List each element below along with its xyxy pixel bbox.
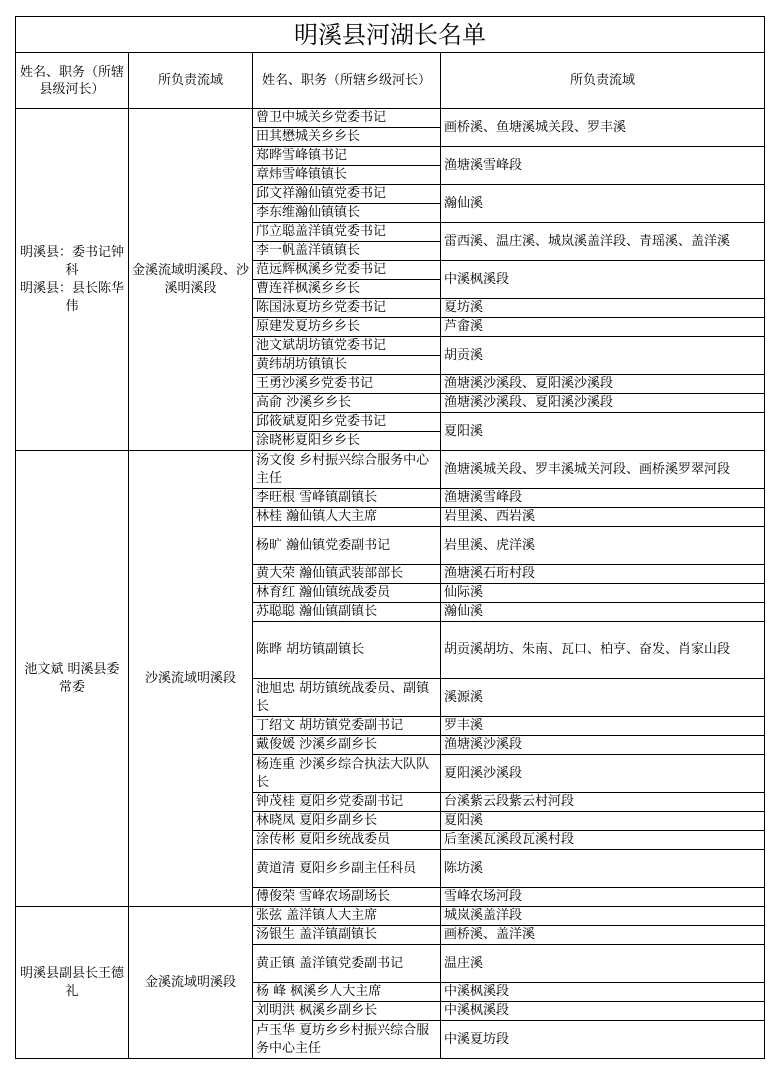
county-basin-cell: 金溪流域明溪段: [129, 907, 253, 1059]
township-basin-cell: 胡贡溪胡坊、朱南、瓦口、柏亨、奋发、肖家山段: [441, 622, 765, 679]
township-chief-cell: 戴俊媛 沙溪乡副乡长: [253, 736, 441, 755]
township-chief-cell: 张弦 盖洋镇人大主席: [253, 907, 441, 926]
township-chief-cell: 邱筱斌夏阳乡党委书记: [253, 413, 441, 432]
township-chief-cell: 李旺根 雪峰镇副镇长: [253, 489, 441, 508]
township-chief-cell: 李东维瀚仙镇镇长: [253, 204, 441, 223]
township-basin-cell: 渔塘溪雪峰段: [441, 489, 765, 508]
header-township-chief: 姓名、职务（所辖乡级河长）: [253, 53, 441, 109]
township-basin-cell: 雷西溪、温庄溪、城岚溪盖洋段、青瑶溪、盖洋溪: [441, 223, 765, 261]
township-basin-cell: 中溪夏坊段: [441, 1021, 765, 1059]
township-basin-cell: 渔塘溪城关段、罗丰溪城关河段、画桥溪罗翠河段: [441, 451, 765, 489]
township-basin-cell: 夏阳溪沙溪段: [441, 755, 765, 793]
township-chief-cell: 郑晔雪峰镇书记: [253, 147, 441, 166]
header-county-basin: 所负责流域: [129, 53, 253, 109]
township-basin-cell: 瀚仙溪: [441, 185, 765, 223]
county-basin-cell: 金溪流域明溪段、沙溪明溪段: [129, 109, 253, 451]
township-basin-cell: 后奎溪瓦溪段瓦溪村段: [441, 831, 765, 850]
township-basin-cell: 中溪枫溪段: [441, 261, 765, 299]
township-chief-cell: 李一帆盖洋镇镇长: [253, 242, 441, 261]
township-chief-cell: 黄道清 夏阳乡乡副主任科员: [253, 850, 441, 888]
header-township-basin: 所负责流域: [441, 53, 765, 109]
table-row: [16, 109, 765, 128]
township-chief-cell: 王勇沙溪乡党委书记: [253, 375, 441, 394]
township-chief-cell: 钟茂桂 夏阳乡党委副书记: [253, 793, 441, 812]
township-chief-cell: 原建发夏坊乡乡长: [253, 318, 441, 337]
township-basin-cell: 仙际溪: [441, 584, 765, 603]
township-chief-cell: 池文斌胡坊镇党委书记: [253, 337, 441, 356]
township-basin-cell: 渔塘溪沙溪段、夏阳溪沙溪段: [441, 375, 765, 394]
river-chief-table: [15, 16, 765, 1059]
header-county-chief: 姓名、职务（所辖县级河长）: [16, 53, 129, 109]
township-chief-cell: 池旭忠 胡坊镇统战委员、副镇长: [253, 679, 441, 717]
township-chief-cell: 黄纬胡坊镇镇长: [253, 356, 441, 375]
township-chief-cell: 章炜雪峰镇镇长: [253, 166, 441, 185]
township-chief-cell: 田其懋城关乡乡长: [253, 128, 441, 147]
county-chief-cell: 池文斌 明溪县委常委: [16, 451, 129, 907]
township-chief-cell: 苏聪聪 瀚仙镇副镇长: [253, 603, 441, 622]
township-chief-cell: 范远辉枫溪乡党委书记: [253, 261, 441, 280]
county-basin-cell: 沙溪流域明溪段: [129, 451, 253, 907]
township-basin-cell: 岩里溪、西岩溪: [441, 508, 765, 527]
township-basin-cell: 雪峰农场河段: [441, 888, 765, 907]
township-basin-cell: 渔塘溪雪峰段: [441, 147, 765, 185]
table-row: [16, 451, 765, 489]
river-chief-list-document: [15, 16, 764, 1059]
township-chief-cell: 涂传彬 夏阳乡统战委员: [253, 831, 441, 850]
township-basin-cell: 画桥溪、鱼塘溪城关段、罗丰溪: [441, 109, 765, 147]
township-chief-cell: 丁绍文 胡坊镇党委副书记: [253, 717, 441, 736]
township-chief-cell: 高俞 沙溪乡乡长: [253, 394, 441, 413]
township-basin-cell: 渔塘溪石珩村段: [441, 565, 765, 584]
township-chief-cell: 林晓凤 夏阳乡副乡长: [253, 812, 441, 831]
township-chief-cell: 曾卫中城关乡党委书记: [253, 109, 441, 128]
township-chief-cell: 汤银生 盖洋镇副镇长: [253, 926, 441, 945]
township-basin-cell: 夏阳溪: [441, 413, 765, 451]
township-basin-cell: 胡贡溪: [441, 337, 765, 375]
county-chief-cell: 明溪县副县长王德礼: [16, 907, 129, 1059]
township-chief-cell: 卢玉华 夏坊乡乡村振兴综合服务中心主任: [253, 1021, 441, 1059]
township-chief-cell: 杨连重 沙溪乡综合执法大队队长: [253, 755, 441, 793]
township-basin-cell: 夏阳溪: [441, 812, 765, 831]
township-basin-cell: 中溪枫溪段: [441, 983, 765, 1002]
county-chief-cell: 明溪县：委书记钟科 明溪县：县长陈华伟: [16, 109, 129, 451]
township-chief-cell: 陈国泳夏坊乡党委书记: [253, 299, 441, 318]
township-basin-cell: 芦畲溪: [441, 318, 765, 337]
township-chief-cell: 邱文祥瀚仙镇党委书记: [253, 185, 441, 204]
township-basin-cell: 渔塘溪沙溪段: [441, 736, 765, 755]
township-basin-cell: 瀚仙溪: [441, 603, 765, 622]
township-basin-cell: 画桥溪、盖洋溪: [441, 926, 765, 945]
township-chief-cell: 傅俊荣 雪峰农场副场长: [253, 888, 441, 907]
township-chief-cell: 邝立聪盖洋镇党委书记: [253, 223, 441, 242]
township-basin-cell: 渔塘溪沙溪段、夏阳溪沙溪段: [441, 394, 765, 413]
township-chief-cell: 杨 峰 枫溪乡人大主席: [253, 983, 441, 1002]
document-title: 明溪县河湖长名单: [16, 17, 765, 53]
township-basin-cell: 陈坊溪: [441, 850, 765, 888]
township-basin-cell: 中溪枫溪段: [441, 1002, 765, 1021]
table-row: [16, 907, 765, 926]
township-chief-cell: 涂晓彬夏阳乡乡长: [253, 432, 441, 451]
township-chief-cell: 林育红 瀚仙镇统战委员: [253, 584, 441, 603]
township-basin-cell: 温庄溪: [441, 945, 765, 983]
township-basin-cell: 罗丰溪: [441, 717, 765, 736]
township-basin-cell: 城岚溪盖洋段: [441, 907, 765, 926]
township-basin-cell: 台溪紫云段紫云村河段: [441, 793, 765, 812]
township-chief-cell: 林桂 瀚仙镇人大主席: [253, 508, 441, 527]
township-chief-cell: 曹连祥枫溪乡乡长: [253, 280, 441, 299]
township-basin-cell: 岩里溪、虎洋溪: [441, 527, 765, 565]
township-chief-cell: 杨旷 瀚仙镇党委副书记: [253, 527, 441, 565]
township-chief-cell: 黄正镇 盖洋镇党委副书记: [253, 945, 441, 983]
township-chief-cell: 汤文俊 乡村振兴综合服务中心主任: [253, 451, 441, 489]
township-chief-cell: 刘明洪 枫溪乡副乡长: [253, 1002, 441, 1021]
township-chief-cell: 陈晔 胡坊镇副镇长: [253, 622, 441, 679]
township-chief-cell: 黄大荣 瀚仙镇武装部部长: [253, 565, 441, 584]
township-basin-cell: 溪源溪: [441, 679, 765, 717]
township-basin-cell: 夏坊溪: [441, 299, 765, 318]
